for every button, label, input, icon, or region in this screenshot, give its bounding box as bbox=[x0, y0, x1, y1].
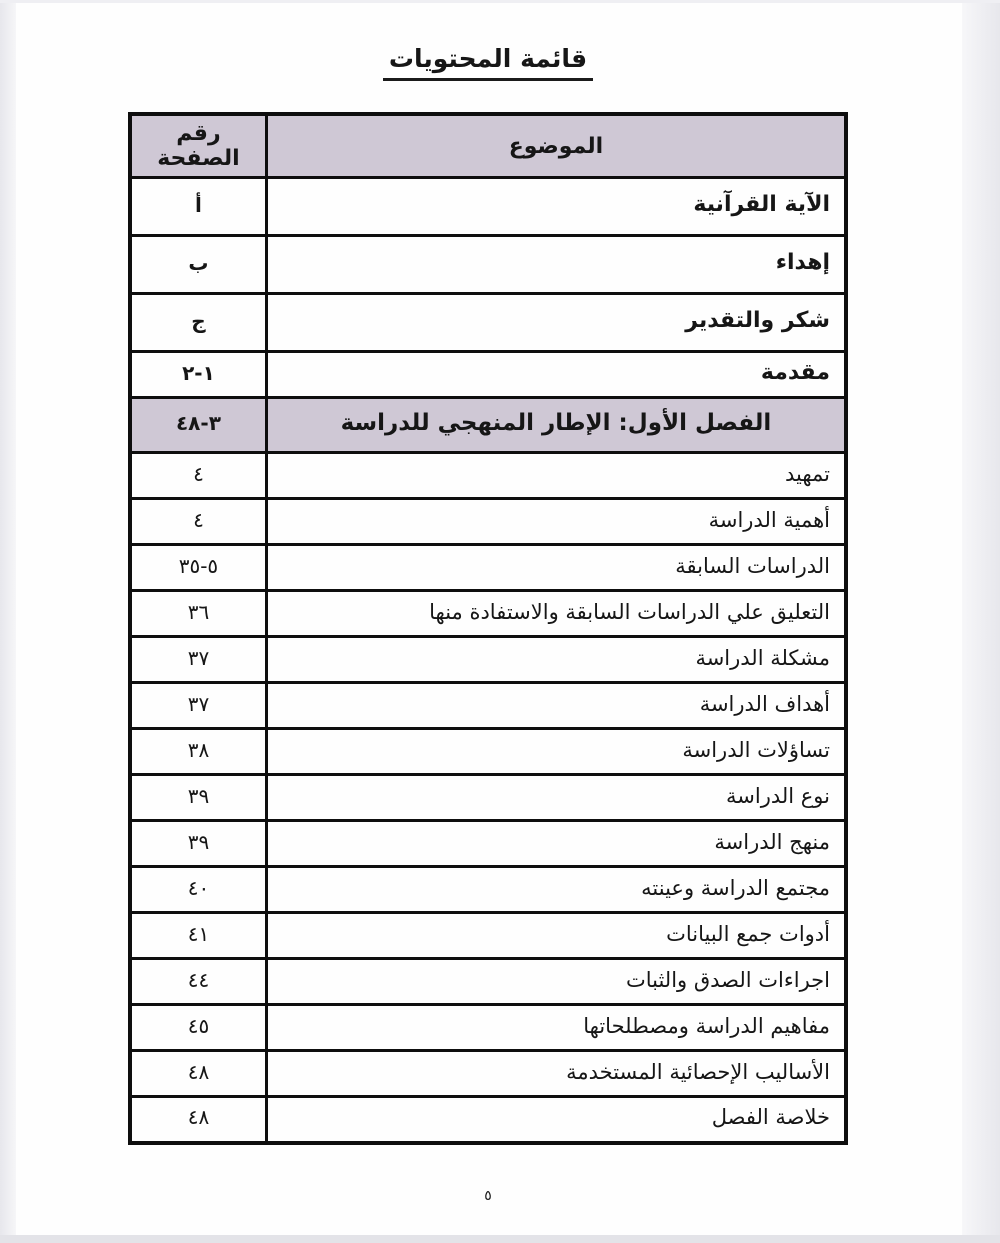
table-row bbox=[130, 1097, 846, 1143]
table-row bbox=[130, 913, 846, 959]
page-number-cell: ٣٧ bbox=[130, 637, 266, 683]
page-number-cell: ٤٤ bbox=[130, 959, 266, 1005]
table-row bbox=[130, 591, 846, 637]
page-number-cell: ٣٦ bbox=[130, 591, 266, 637]
toc-table-body bbox=[130, 178, 846, 1143]
subject-cell: تمهيد bbox=[266, 453, 846, 499]
subject-cell: أهمية الدراسة bbox=[266, 499, 846, 545]
table-row bbox=[130, 398, 846, 453]
page-title bbox=[128, 44, 848, 81]
subject-cell: الدراسات السابقة bbox=[266, 545, 846, 591]
page-number-cell: ب bbox=[130, 236, 266, 294]
subject-cell: مفاهيم الدراسة ومصطلحاتها bbox=[266, 1005, 846, 1051]
subject-cell: التعليق علي الدراسات السابقة والاستفادة منها bbox=[266, 591, 846, 637]
subject-cell: إهداء bbox=[266, 236, 846, 294]
page-number-cell: ٣٧ bbox=[130, 683, 266, 729]
photo-edge-left bbox=[0, 0, 16, 1243]
page-number-cell: ٥-٣٥ bbox=[130, 545, 266, 591]
page-number-cell: ج bbox=[130, 294, 266, 352]
table-row bbox=[130, 352, 846, 398]
table-row bbox=[130, 545, 846, 591]
footer-page-number: ٥ bbox=[484, 1188, 492, 1204]
photo-edge-bottom bbox=[0, 1235, 1000, 1243]
subject-cell: أدوات جمع البيانات bbox=[266, 913, 846, 959]
page-number-column-header: رقم الصفحة bbox=[130, 114, 266, 178]
page-number-cell: ٤٥ bbox=[130, 1005, 266, 1051]
page-title-text: قائمة المحتويات bbox=[383, 44, 593, 81]
subject-cell: مجتمع الدراسة وعينته bbox=[266, 867, 846, 913]
page-number-cell: ٤٠ bbox=[130, 867, 266, 913]
toc-header-row bbox=[130, 114, 846, 178]
table-row bbox=[130, 178, 846, 236]
table-row bbox=[130, 236, 846, 294]
table-row bbox=[130, 959, 846, 1005]
table-row bbox=[130, 867, 846, 913]
page-number-cell: ٣٨ bbox=[130, 729, 266, 775]
page-number-cell: ٤٨ bbox=[130, 1051, 266, 1097]
table-row bbox=[130, 821, 846, 867]
subject-cell: نوع الدراسة bbox=[266, 775, 846, 821]
page-number-cell: ١-٢ bbox=[130, 352, 266, 398]
page-number-cell: أ bbox=[130, 178, 266, 236]
page-number-cell: ٤١ bbox=[130, 913, 266, 959]
subject-cell: شكر والتقدير bbox=[266, 294, 846, 352]
table-row bbox=[130, 637, 846, 683]
subject-cell: الأساليب الإحصائية المستخدمة bbox=[266, 1051, 846, 1097]
table-row bbox=[130, 1051, 846, 1097]
table-row bbox=[130, 775, 846, 821]
subject-column-header: الموضوع bbox=[266, 114, 846, 178]
subject-cell: اجراءات الصدق والثبات bbox=[266, 959, 846, 1005]
page-number-cell: ٣-٤٨ bbox=[130, 398, 266, 453]
subject-cell: منهج الدراسة bbox=[266, 821, 846, 867]
table-row bbox=[130, 1005, 846, 1051]
subject-cell: تساؤلات الدراسة bbox=[266, 729, 846, 775]
page-number-cell: ٤٨ bbox=[130, 1097, 266, 1143]
subject-cell: الفصل الأول: الإطار المنهجي للدراسة bbox=[266, 398, 846, 453]
table-row bbox=[130, 729, 846, 775]
page-number-cell: ٣٩ bbox=[130, 775, 266, 821]
page-number-cell: ٣٩ bbox=[130, 821, 266, 867]
subject-cell: أهداف الدراسة bbox=[266, 683, 846, 729]
subject-cell: مشكلة الدراسة bbox=[266, 637, 846, 683]
photo-edge-right bbox=[962, 0, 1000, 1243]
table-of-contents bbox=[128, 112, 848, 1145]
table-row bbox=[130, 294, 846, 352]
photo-edge-top bbox=[0, 0, 1000, 3]
table-row bbox=[130, 683, 846, 729]
table-row bbox=[130, 453, 846, 499]
table-row bbox=[130, 499, 846, 545]
subject-cell: الآية القرآنية bbox=[266, 178, 846, 236]
page-number-cell: ٤ bbox=[130, 499, 266, 545]
subject-cell: مقدمة bbox=[266, 352, 846, 398]
subject-cell: خلاصة الفصل bbox=[266, 1097, 846, 1143]
page-number-cell: ٤ bbox=[130, 453, 266, 499]
